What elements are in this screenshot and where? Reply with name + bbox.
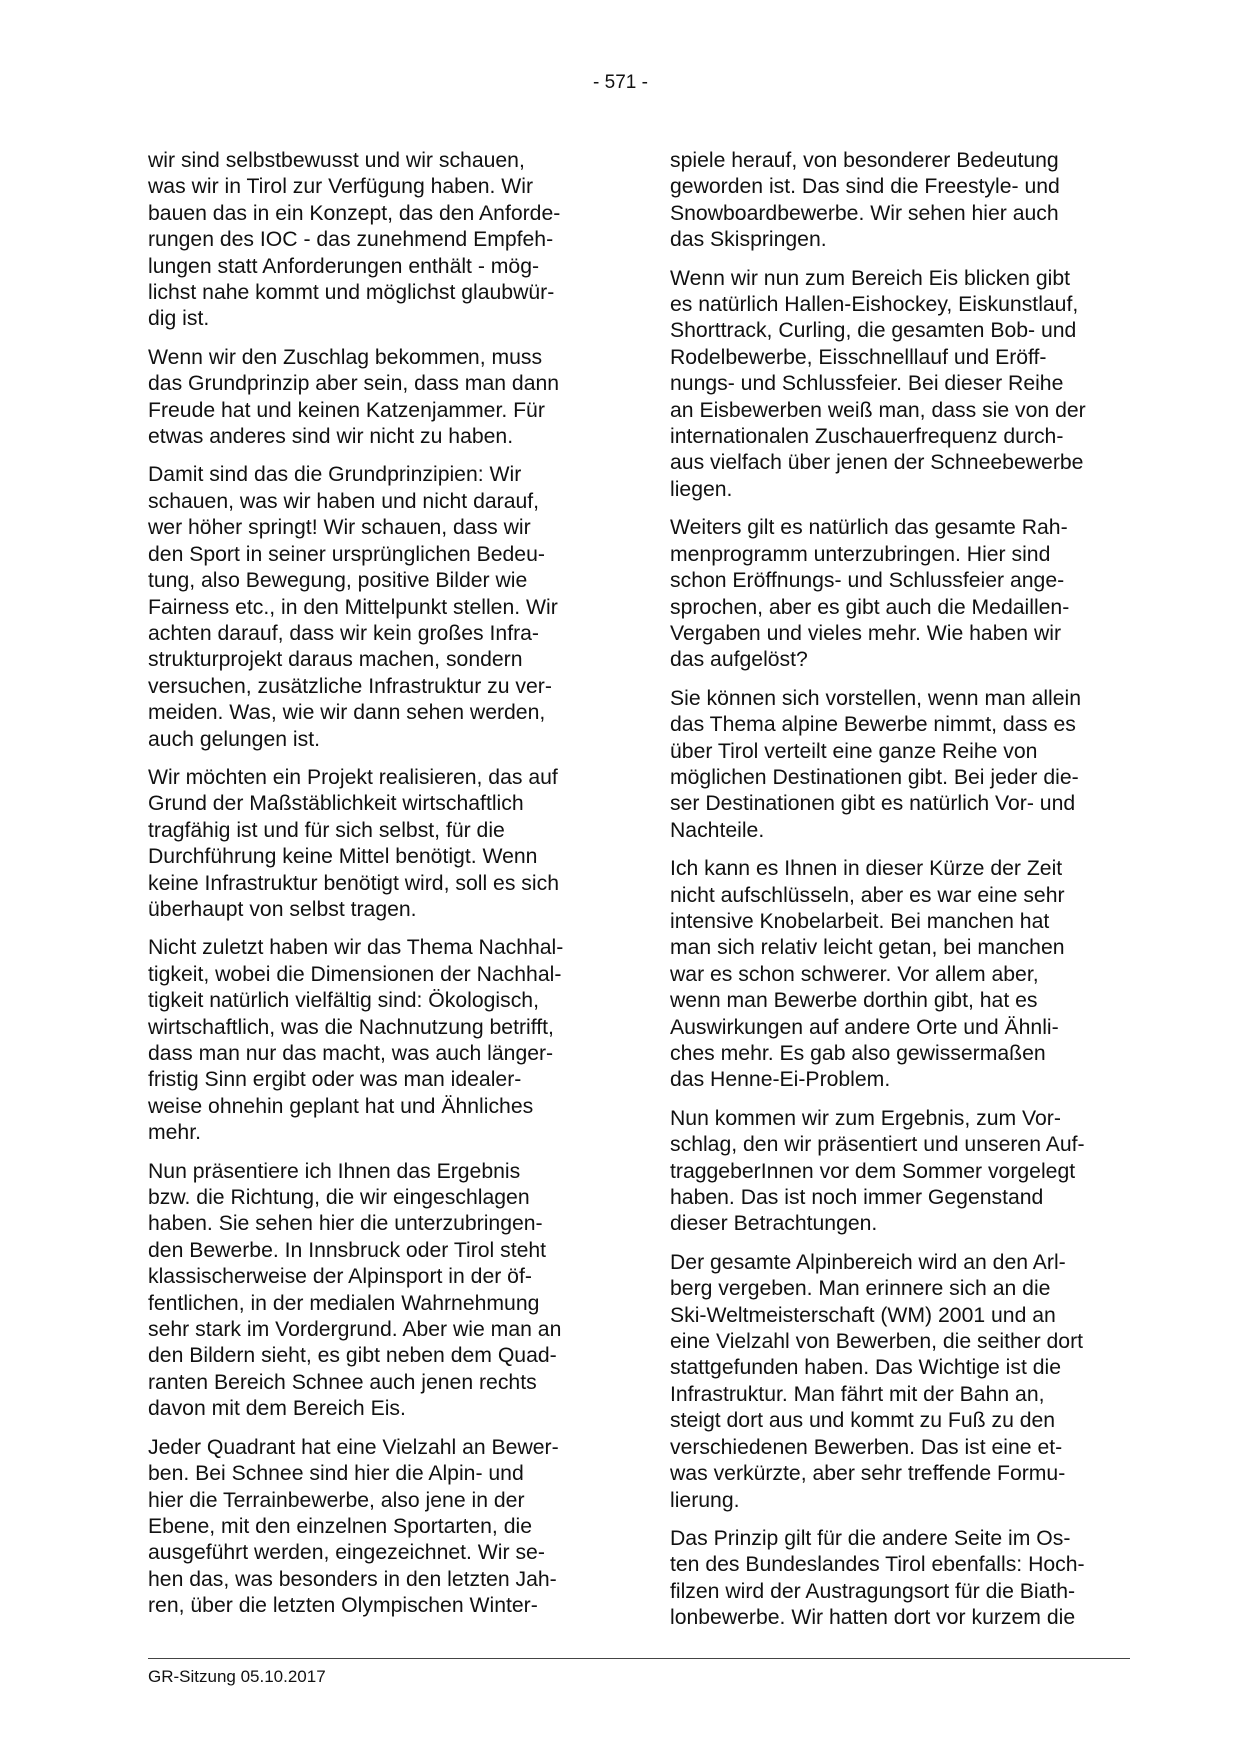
paragraph: Wir möchten ein Projekt realisieren, das auf Grund der Maßstäblichkeit wirtschaftlich tragfähig ist und für sich selbst, für die Durchführung keine Mittel benötigt. Wenn keine Infrastruktur benötigt wird, soll es sich überhaupt von selbst tragen. [148, 765, 559, 921]
paragraph: Wenn wir nun zum Bereich Eis blicken gibt es natürlich Hallen-Eishockey, Eiskunstlauf, Shorttrack, Curling, die gesamten Bob- und Rodelbewerbe, Eisschnelllauf und Eröff- nungs- und Schlussfeier. Bei dieser Reihe an Eisbewerben weiß man, dass sie von der internationalen Zuschauerfrequenz durch- aus vielfach über jenen der Schneebewerbe liegen. [670, 266, 1086, 501]
right-column [670, 148, 1128, 1644]
paragraph: Sie können sich vorstellen, wenn man allein das Thema alpine Bewerbe nimmt, dass es über Tirol verteilt eine ganze Reihe von möglichen Destinationen gibt. Bei jeder die- ser Destinationen gibt es natürlich Vor- und Nachteile. [670, 686, 1082, 842]
paragraph: Der gesamte Alpinbereich wird an den Arl- berg vergeben. Man erinnere sich an die Ski-Weltmeisterschaft (WM) 2001 und an eine Vielzahl von Bewerben, die seither dort stattgefunden haben. Das Wichtige ist die Infrastruktur. Man fährt mit der Bahn an, steigt dort aus und kommt zu Fuß zu den verschiedenen Bewerben. Das ist eine et- was verkürzte, aber sehr treffende Formu- lierung. [670, 1250, 1084, 1512]
paragraph: Nun kommen wir zum Ergebnis, zum Vor- schlag, den wir präsentiert und unseren Auf- traggeberInnen vor dem Sommer vorgelegt haben. Das ist noch immer Gegenstand dieser Betrachtungen. [670, 1106, 1085, 1236]
paragraph: Weiters gilt es natürlich das gesamte Rah- menprogramm unterzubringen. Hier sind schon Eröffnungs- und Schlussfeier ange- sprochen, aber es gibt auch die Medaillen- Vergaben und vieles mehr. Wie haben wir das aufgelöst? [670, 516, 1070, 672]
paragraph: Nun präsentiere ich Ihnen das Ergebnis bzw. die Richtung, die wir eingeschlagen haben. Sie sehen hier die unterzubringen- den Bewerbe. In Innsbruck oder Tirol steht klassischerweise der Alpinsport in der öf- fentlichen, in der medialen Wahrnehmung sehr stark im Vordergrund. Aber wie man an den Bildern sieht, es gibt neben dem Quad- ranten Bereich Schnee auch jenen rechts davon mit dem Bereich Eis. [148, 1159, 562, 1421]
footer-divider [148, 1658, 1130, 1659]
page-number: - 571 - [593, 72, 648, 93]
left-column [148, 148, 606, 1632]
paragraph: Das Prinzip gilt für die andere Seite im Os- ten des Bundeslandes Tirol ebenfalls: Hoch- filzen wird der Austragungsort für die Biath- lonbewerbe. Wir hatten dort vor kurzem die [670, 1526, 1085, 1630]
paragraph: Nicht zuletzt haben wir das Thema Nachhal- tigkeit, wobei die Dimensionen der Nachhal- tigkeit natürlich vielfältig sind: Ökologisch, wirtschaftlich, was die Nachnutzung betrifft, dass man nur das macht, was auch länger- fristig Sinn ergibt oder was man idealer- weise ohnehin geplant hat und Ähnliches mehr. [148, 936, 564, 1145]
paragraph: Wenn wir den Zuschlag bekommen, muss das Grundprinzip aber sein, dass man dann Freude hat und keinen Katzenjammer. Für etwas anderes sind wir nicht zu haben. [148, 345, 560, 449]
footer-text: GR-Sitzung 05.10.2017 [148, 1667, 326, 1686]
paragraph: Jeder Quadrant hat eine Vielzahl an Bewer- ben. Bei Schnee sind hier die Alpin- und hier die Terrainbewerbe, also jene in der Ebene, mit den einzelnen Sportarten, die ausgeführt werden, eingezeichnet. Wir se- hen das, was besonders in den letzten Jah- ren, über die letzten Olympischen Winter- [148, 1435, 559, 1618]
paragraph: spiele herauf, von besonderer Bedeutung geworden ist. Das sind die Freestyle- und Snowboardbewerbe. Wir sehen hier auch das Skispringen. [670, 149, 1060, 252]
paragraph: Damit sind das die Grundprinzipien: Wir schauen, was wir haben und nicht darauf, wer höher springt! Wir schauen, dass wir den Sport in seiner ursprünglichen Bedeu- tung, also Bewegung, positive Bilder wie Fairness etc., in den Mittelpunkt stellen. Wir achten darauf, dass wir kein großes Infra- strukturprojekt daraus machen, sondern versuchen, zusätzliche Infrastruktur zu ver- meiden. Was, wie wir dann sehen werden, auch gelungen ist. [148, 463, 558, 751]
paragraph: wir sind selbstbewusst und wir schauen, was wir in Tirol zur Verfügung haben. Wir bauen das in ein Konzept, das den Anforde- rungen des IOC - das zunehmend Empfeh- lungen statt Anforderungen enthält - mög- lichst nahe kommt und möglichst glaubwür- dig ist. [148, 149, 561, 331]
paragraph: Ich kann es Ihnen in dieser Kürze der Zeit nicht aufschlüsseln, aber es war eine sehr intensive Knobelarbeit. Bei manchen hat man sich relativ leicht getan, bei manchen war es schon schwerer. Vor allem aber, wenn man Bewerbe dorthin gibt, hat es Auswirkungen auf andere Orte und Ähnli- ches mehr. Es gab also gewissermaßen das Henne-Ei-Problem. [670, 857, 1065, 1092]
